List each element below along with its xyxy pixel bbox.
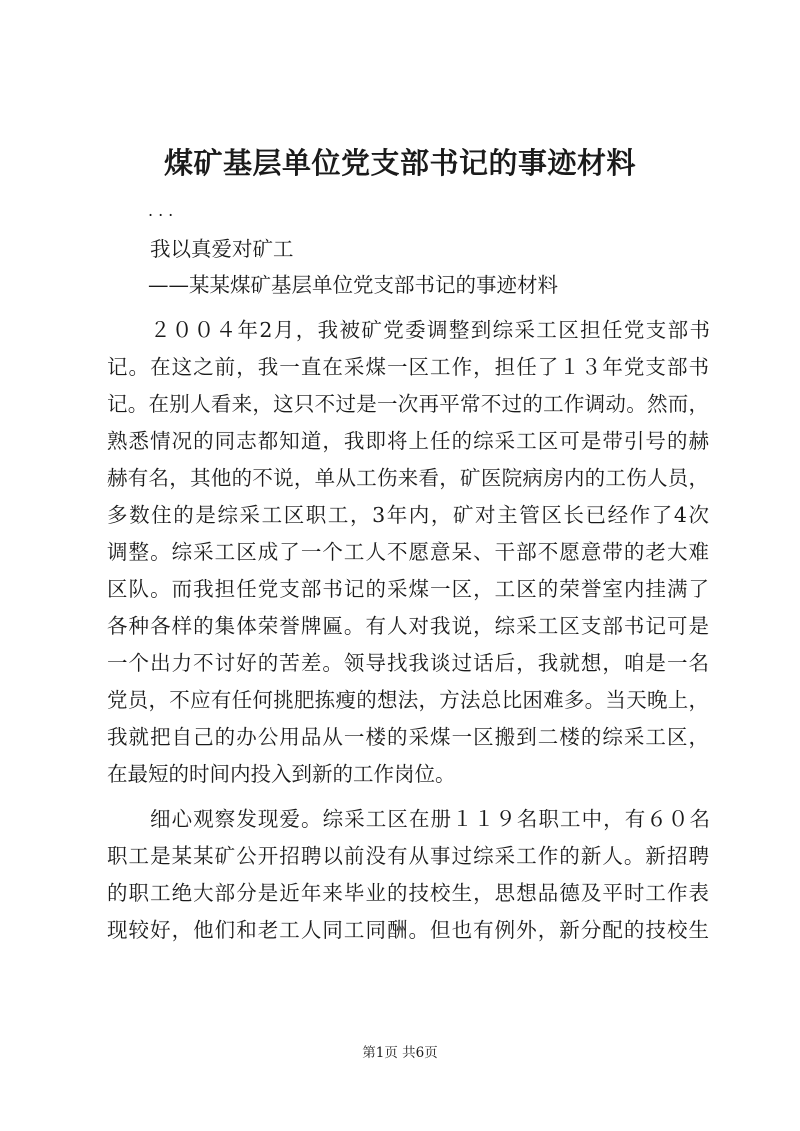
body-line: 各种各样的集体荣誉牌匾。有人对我说，综采工区支部书记可是 — [107, 614, 709, 638]
body-line: 记。在别人看来，这只不过是一次再平常不过的工作调动。然而， — [107, 392, 709, 416]
body-line: 在最短的时间内投入到新的工作岗位。 — [107, 762, 456, 786]
body-line: ２００４年2月，我被矿党委调整到综采工区担任党支部书 — [150, 318, 710, 342]
body-line: 的职工绝大部分是近年来毕业的技校生，思想品德及平时工作表 — [107, 881, 709, 905]
body-line: 熟悉情况的同志都知道，我即将上任的综采工区可是带引号的赫 — [107, 429, 709, 453]
body-line: 记。在这之前，我一直在采煤一区工作，担任了１３年党支部书 — [107, 355, 709, 379]
body-line: 多数住的是综采工区职工，3年内，矿对主管区长已经作了4次 — [107, 503, 709, 527]
page-footer: 第1页 共6页 — [362, 1045, 438, 1061]
body-line: 我就把自己的办公用品从一楼的采煤一区搬到二楼的综采工区， — [107, 725, 709, 749]
body-line: 细心观察发现爱。综采工区在册１１９名职工中，有６０名 — [150, 807, 710, 831]
ellipsis: ... — [148, 201, 179, 220]
body-line: 一个出力不讨好的苦差。领导找我谈过话后，我就想，咱是一名 — [107, 651, 709, 675]
body-line: 区队。而我担任党支部书记的采煤一区，工区的荣誉室内挂满了 — [107, 577, 709, 601]
body-line: 职工是某某矿公开招聘以前没有从事过综采工作的新人。新招聘 — [107, 844, 709, 868]
body-line: 调整。综采工区成了一个工人不愿意呆、干部不愿意带的老大难 — [107, 540, 709, 564]
body-line: 赫有名，其他的不说，单从工伤来看，矿医院病房内的工伤人员， — [107, 466, 709, 490]
body-line: 党员，不应有任何挑肥拣瘦的想法，方法总比困难多。当天晚上， — [107, 688, 709, 712]
body-line: 现较好，他们和老工人同工同酬。但也有例外，新分配的技校生 — [107, 918, 709, 942]
section-subheading: ——某某煤矿基层单位党支部书记的事迹材料 — [148, 273, 558, 297]
section-heading: 我以真爱对矿工 — [150, 237, 294, 261]
document-title: 煤矿基层单位党支部书记的事迹材料 — [163, 146, 636, 180]
